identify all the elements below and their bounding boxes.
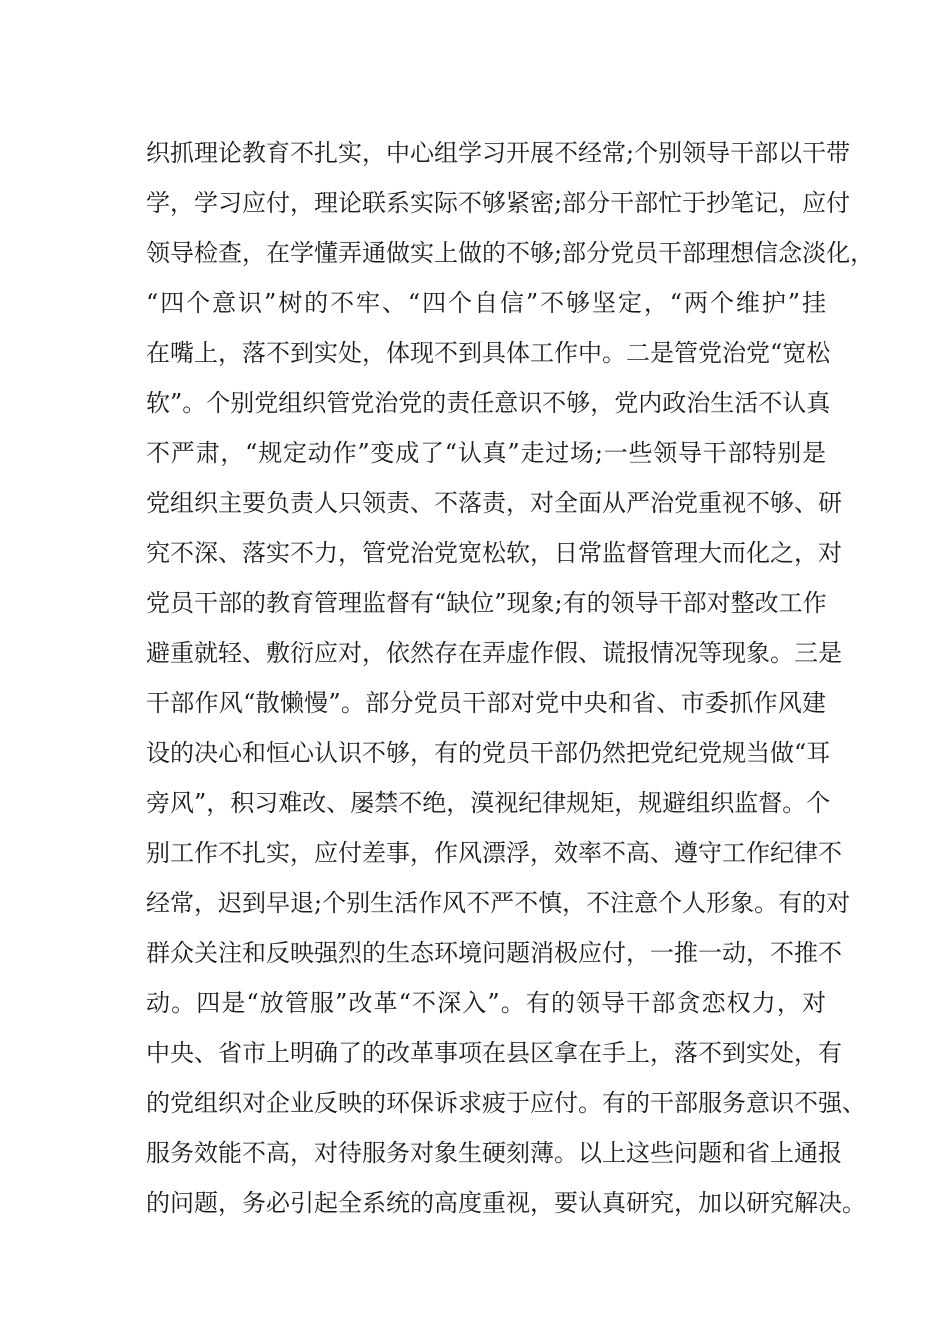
text-line: 软”。个别党组织管党治党的责任意识不够，党内政治生活不认真: [146, 389, 831, 417]
text-line: 的问题，务必引起全系统的高度重视，要认真研究，加以研究解决。: [146, 1189, 866, 1217]
text-line: 的党组织对企业反映的环保诉求疲于应付。有的干部服务意识不强、: [146, 1089, 866, 1117]
text-line: 织抓理论教育不扎实，中心组学习开展不经常;个别领导干部以干带: [146, 139, 851, 167]
text-line: 动。四是“放管服”改革“不深入”。有的领导干部贪恋权力，对: [146, 989, 826, 1017]
text-line: 设的决心和恒心认识不够，有的党员干部仍然把党纪党规当做“耳: [146, 739, 831, 767]
text-line: 旁风”，积习难改、屡禁不绝，漠视纪律规矩，规避组织监督。个: [146, 789, 831, 817]
text-line: 党员干部的教育管理监督有“缺位”现象;有的领导干部对整改工作: [146, 589, 827, 617]
text-line: 服务效能不高，对待服务对象生硬刻薄。以上这些问题和省上通报: [146, 1139, 842, 1167]
text-line: 学，学习应付，理论联系实际不够紧密;部分干部忙于抄笔记，应付: [146, 189, 851, 217]
text-line: 群众关注和反映强烈的生态环境问题消极应付，一推一动，不推不: [146, 939, 842, 967]
text-line: 在嘴上，落不到实处，体现不到具体工作中。二是管党治党“宽松: [146, 339, 831, 367]
text-line: 经常，迟到早退;个别生活作风不严不慎，不注意个人形象。有的对: [146, 889, 851, 917]
text-line: 究不深、落实不力，管党治党宽松软，日常监督管理大而化之，对: [146, 539, 842, 567]
text-line: 别工作不扎实，应付差事，作风漂浮，效率不高、遵守工作纪律不: [146, 839, 842, 867]
text-line: 党组织主要负责人只领责、不落责，对全面从严治党重视不够、研: [146, 489, 842, 517]
text-line: 干部作风“散懒慢”。部分党员干部对党中央和省、市委抓作风建: [146, 689, 826, 717]
text-line: 中央、省市上明确了的改革事项在县区拿在手上，落不到实处，有: [146, 1039, 842, 1067]
body-paragraph: [146, 128, 875, 1228]
text-line: “四个意识”树的不牢、“四个自信”不够坚定，“两个维护”挂: [146, 289, 826, 317]
text-line: 领导检查，在学懂弄通做实上做的不够;部分党员干部理想信念淡化，: [146, 239, 875, 267]
text-line: 不严肃，“规定动作”变成了“认真”走过场;一些领导干部特别是: [146, 439, 826, 467]
text-line: 避重就轻、敷衍应对，依然存在弄虚作假、谎报情况等现象。三是: [146, 639, 842, 667]
